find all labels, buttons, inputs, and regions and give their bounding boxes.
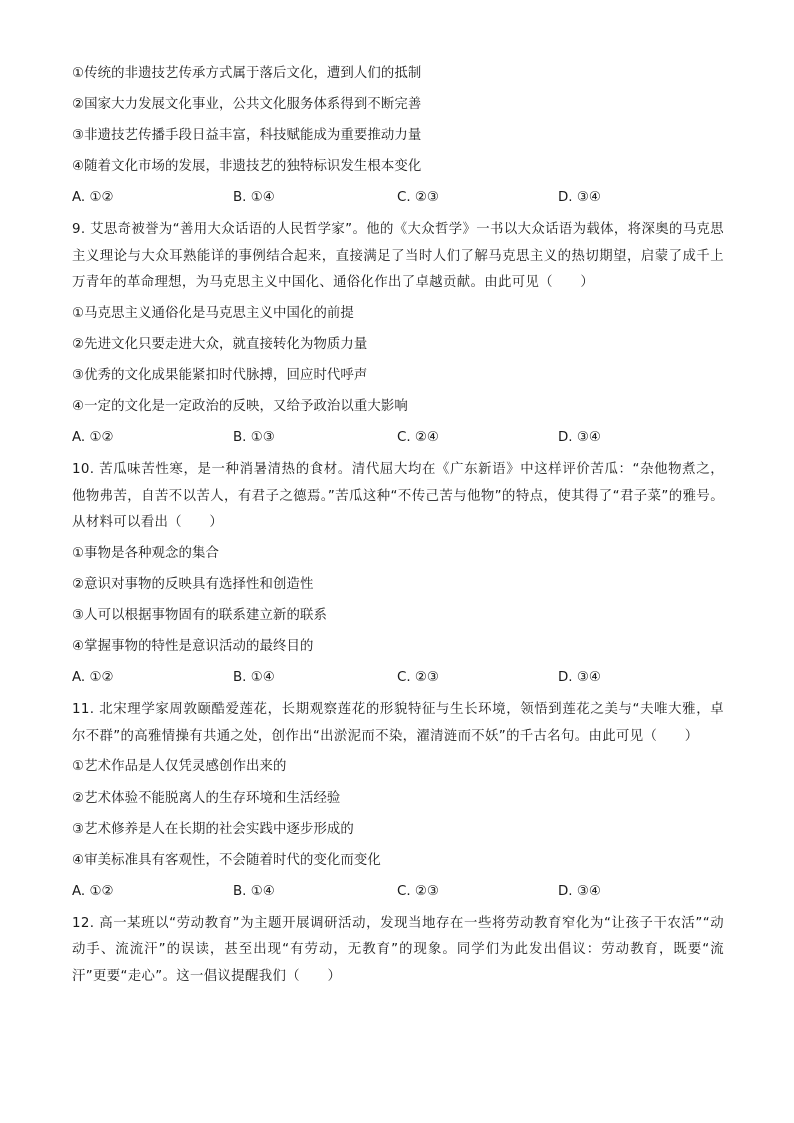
q9-option-d: D. ③④ [558, 430, 601, 446]
q10-option-a: A. ①② [72, 670, 114, 686]
q9-item-2: ②先进文化只要走进大众，就直接转化为物质力量 [72, 337, 368, 353]
q8-item-3: ③非遗技艺传播手段日益丰富，科技赋能成为重要推动力量 [72, 128, 422, 144]
q9-stem: 9. 艾思奇被誉为“善用大众话语的人民哲学家”。他的《大众哲学》一书以大众话语为载体，将深奥的马克思主义理论与大众耳熟能详的事例结合起来，直接满足了当时人们了解马克思主义的热切期望，启蒙了成千上万青年的革命理想，为马克思主义中国化、通俗化作出了卓越贡献。由此可见（ ） [72, 222, 724, 291]
q11-item-2: ②艺术体验不能脱离人的生存环境和生活经验 [72, 790, 341, 806]
q8-option-b: B. ①④ [233, 190, 275, 206]
q11-item-4: ④审美标准具有客观性，不会随着时代的变化而变化 [72, 852, 381, 868]
q11-stem: 11. 北宋理学家周敦颐酷爱莲花，长期观察莲花的形貌特征与生长环境，领悟到莲花之美与“夫唯大雅，卓尔不群”的高雅情操有共通之处，创作出“出淤泥而不染，濯清涟而不妖”的千古名句。由此可见（ ） [72, 702, 724, 744]
q8-item-1: ①传统的非遗技艺传承方式属于落后文化，遭到人们的抵制 [72, 66, 422, 81]
q8-item-4: ④随着文化市场的发展，非遗技艺的独特标识发生根本变化 [72, 159, 422, 175]
question-11 [72, 697, 724, 902]
q10-item-2: ②意识对事物的反映具有选择性和创造性 [72, 577, 314, 593]
q8-options [72, 186, 724, 209]
q11-options [72, 880, 724, 903]
q10-option-c: C. ②③ [397, 670, 439, 686]
question-8 [72, 62, 724, 209]
q8-option-a: A. ①② [72, 190, 114, 206]
q9-item-1: ①马克思主义通俗化是马克思主义中国化的前提 [72, 305, 354, 321]
q9-item-3: ③优秀的文化成果能紧扣时代脉搏，回应时代呼声 [72, 368, 368, 384]
question-9 [72, 217, 724, 449]
q10-stem: 10. 苦瓜味苦性寒，是一种消暑清热的食材。清代屈大均在《广东新语》中这样评价苦瓜：“杂他物煮之，他物弗苦，自苦不以苦人，有君子之德焉。”苦瓜这种“不传己苦与他物”的特点，使其得了“君子菜”的雅号。从材料可以看出（ ） [72, 462, 724, 531]
q11-option-a: A. ①② [72, 883, 114, 899]
q12-stem: 12. 高一某班以“劳动教育”为主题开展调研活动，发现当地存在一些将劳动教育窄化为“让孩子干农活”“动动手、流流汗”的误读，甚至出现“有劳动，无教育”的现象。同学们为此发出倡议：劳动教育，既要“流汗”更要“走心”。这一倡议提醒我们（ ） [72, 915, 724, 984]
q9-item-4: ④一定的文化是一定政治的反映，又给予政治以重大影响 [72, 399, 408, 415]
q10-option-d: D. ③④ [558, 670, 601, 686]
q11-item-3: ③艺术修养是人在长期的社会实践中逐步形成的 [72, 821, 354, 837]
question-12 [72, 911, 724, 991]
q9-option-c: C. ②④ [397, 430, 439, 446]
q11-option-d: D. ③④ [558, 883, 601, 899]
q8-option-d: D. ③④ [558, 190, 601, 206]
q10-item-4: ④掌握事物的特性是意识活动的最终目的 [72, 639, 314, 655]
q9-option-b: B. ①③ [233, 430, 275, 446]
q9-option-a: A. ①② [72, 430, 114, 446]
q10-item-3: ③人可以根据事物固有的联系建立新的联系 [72, 608, 327, 624]
q8-item-2: ②国家大力发展文化事业，公共文化服务体系得到不断完善 [72, 97, 422, 113]
q11-option-c: C. ②③ [397, 883, 439, 899]
q8-option-c: C. ②③ [397, 190, 439, 206]
q10-item-1: ①事物是各种观念的集合 [72, 545, 220, 561]
q10-option-b: B. ①④ [233, 670, 275, 686]
question-10 [72, 457, 724, 689]
q9-options [72, 426, 724, 449]
q10-options [72, 666, 724, 689]
exam-page [72, 62, 724, 995]
q11-option-b: B. ①④ [233, 883, 275, 899]
q11-item-1: ①艺术作品是人仅凭灵感创作出来的 [72, 759, 287, 775]
